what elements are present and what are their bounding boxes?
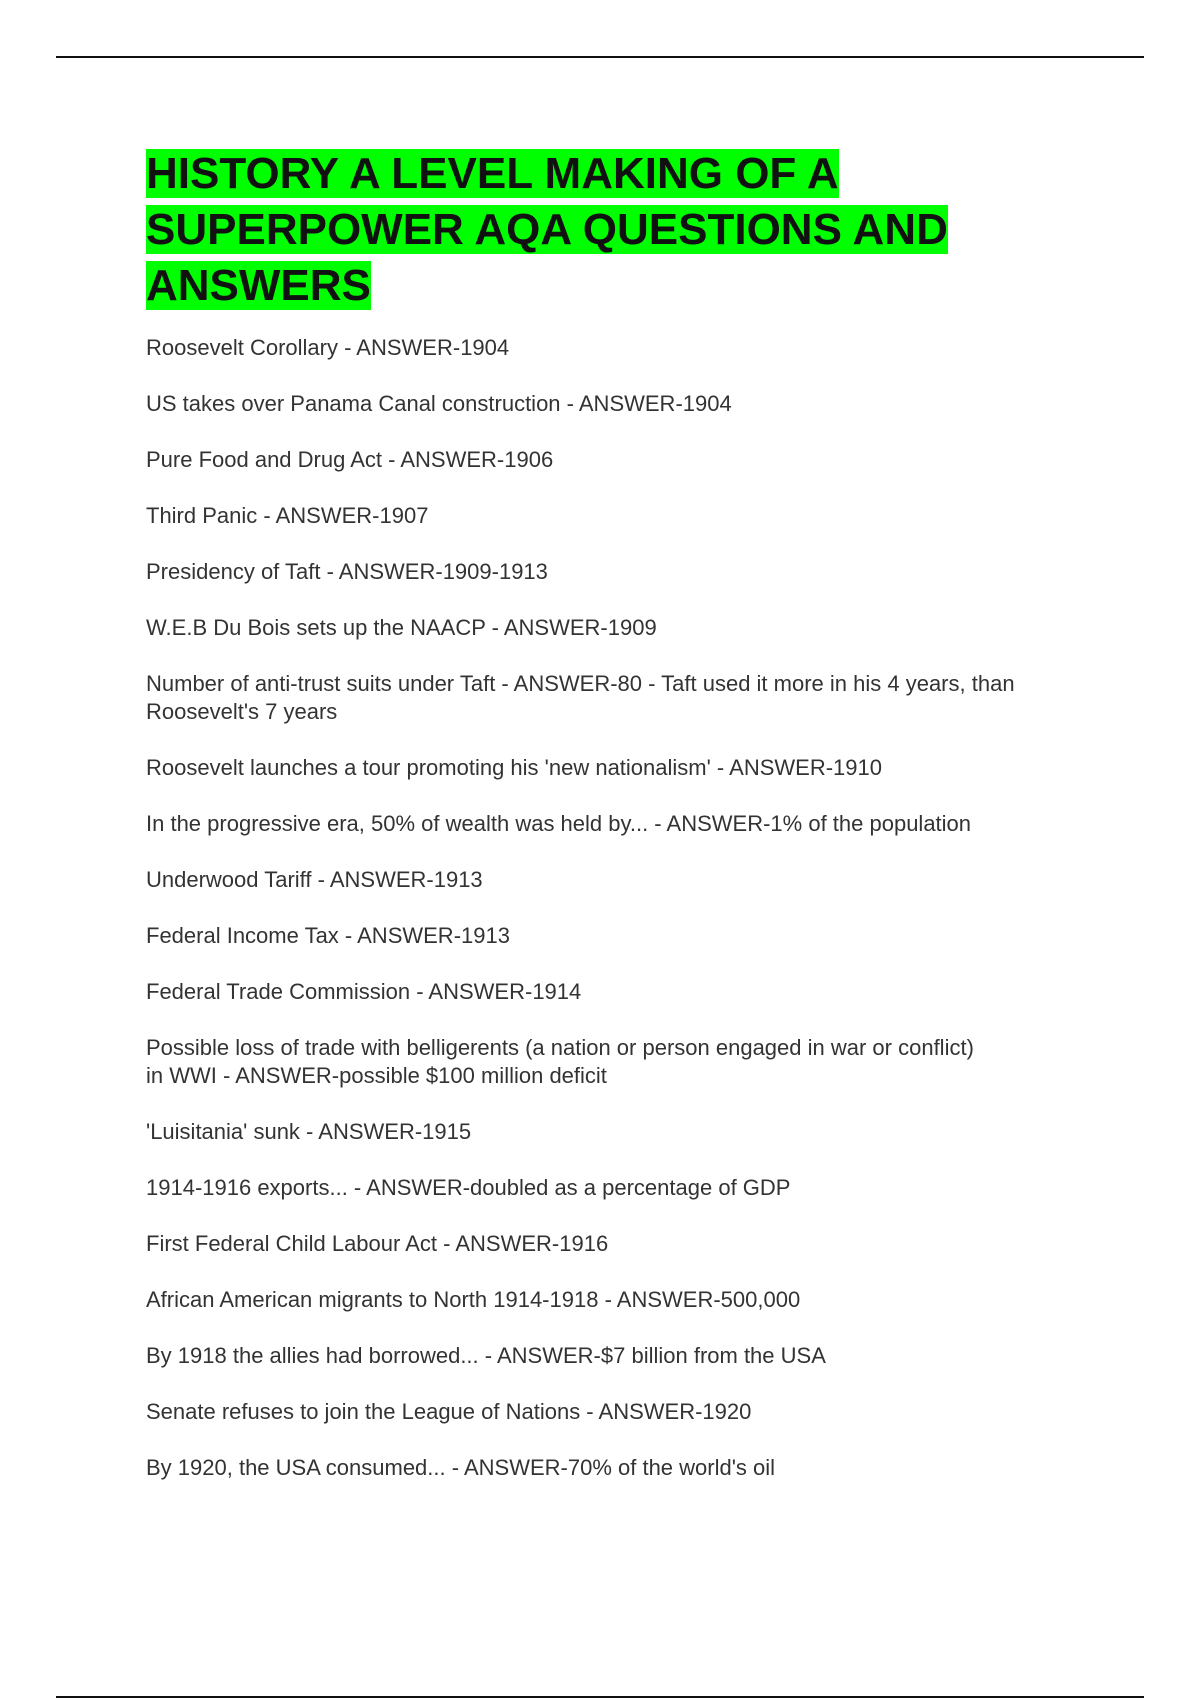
qa-item: Underwood Tariff - ANSWER-1913 (146, 867, 483, 892)
qa-item: Possible loss of trade with belligerents (a nation or person engaged in war or conflict) in WWI - ANSWER-possible $100 million deficit (146, 1035, 974, 1088)
bottom-rule (56, 1696, 1144, 1698)
qa-item: Senate refuses to join the League of Nations - ANSWER-1920 (146, 1399, 752, 1424)
qa-item: Federal Trade Commission - ANSWER-1914 (146, 979, 582, 1004)
qa-item: Third Panic - ANSWER-1907 (146, 503, 429, 528)
qa-item: Federal Income Tax - ANSWER-1913 (146, 923, 510, 948)
qa-item: W.E.B Du Bois sets up the NAACP - ANSWER-1909 (146, 615, 657, 640)
qa-item: Roosevelt launches a tour promoting his 'new nationalism' - ANSWER-1910 (146, 755, 882, 780)
document-body (146, 146, 1066, 1510)
title-text: HISTORY A LEVEL MAKING OF A SUPERPOWER AQA QUESTIONS AND ANSWERS (146, 149, 948, 310)
qa-item: By 1918 the allies had borrowed... - ANSWER-$7 billion from the USA (146, 1343, 826, 1368)
qa-item: First Federal Child Labour Act - ANSWER-1916 (146, 1231, 609, 1256)
qa-item: Pure Food and Drug Act - ANSWER-1906 (146, 447, 554, 472)
qa-item: US takes over Panama Canal construction - ANSWER-1904 (146, 391, 732, 416)
qa-item: 1914-1916 exports... - ANSWER-doubled as a percentage of GDP (146, 1175, 791, 1200)
qa-item: Number of anti-trust suits under Taft - ANSWER-80 - Taft used it more in his 4 years, than Roosevelt's 7 years (146, 671, 1015, 724)
top-rule (56, 56, 1144, 58)
document-title (146, 146, 1046, 314)
qa-item: Roosevelt Corollary - ANSWER-1904 (146, 335, 510, 360)
qa-list (146, 334, 1066, 1482)
qa-item: In the progressive era, 50% of wealth was held by... - ANSWER-1% of the population (146, 811, 972, 836)
qa-item: African American migrants to North 1914-1918 - ANSWER-500,000 (146, 1287, 801, 1312)
qa-item: Presidency of Taft - ANSWER-1909-1913 (146, 559, 548, 584)
qa-item: 'Luisitania' sunk - ANSWER-1915 (146, 1119, 472, 1144)
qa-item: By 1920, the USA consumed... - ANSWER-70% of the world's oil (146, 1455, 776, 1480)
